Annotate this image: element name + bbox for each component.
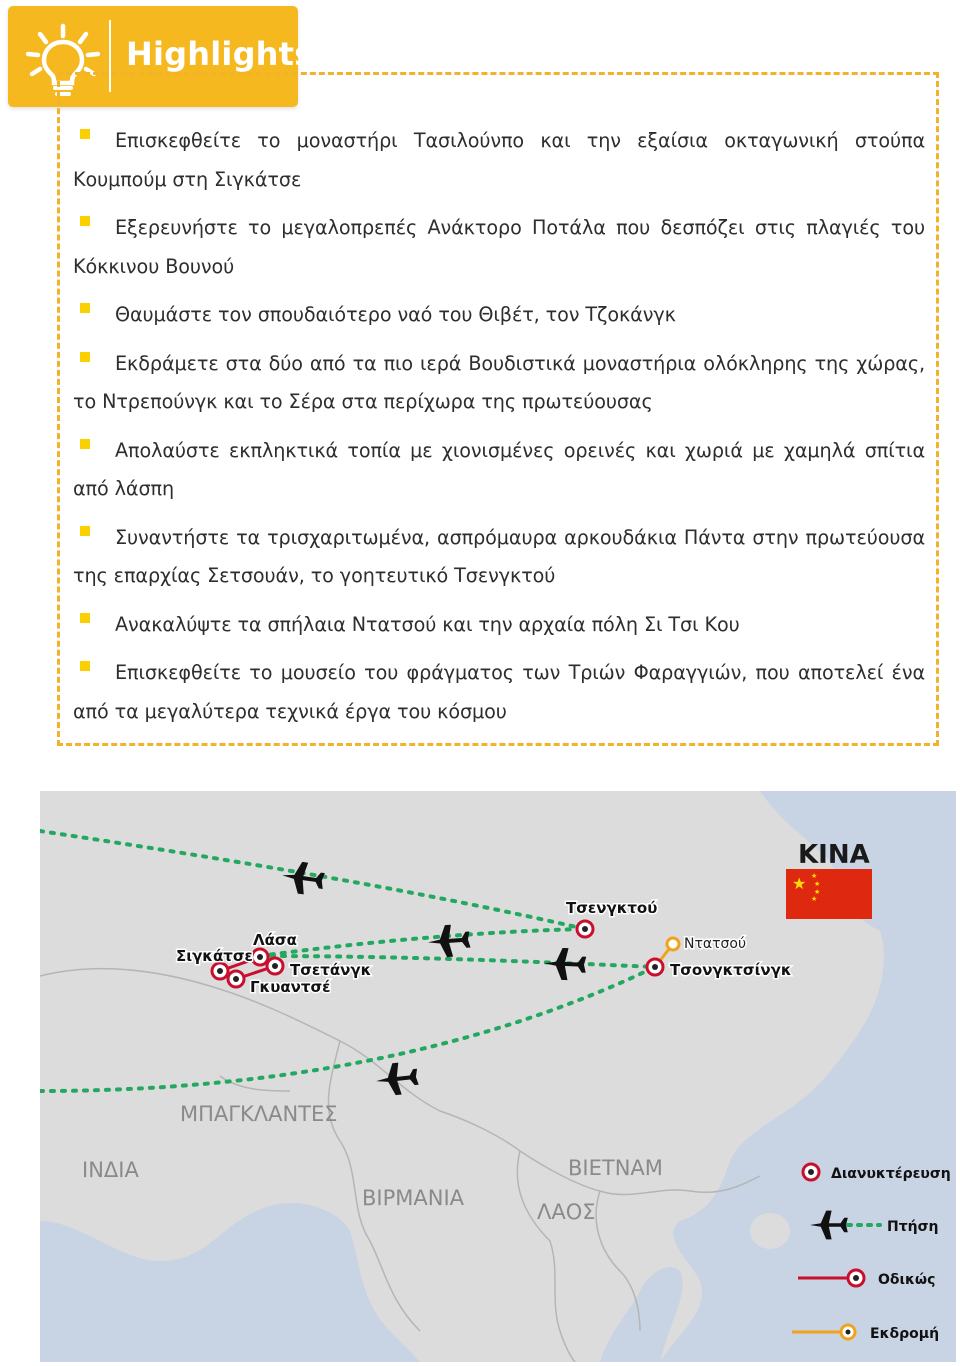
- city-label-chongqing: Τσονγκτσίνγκ: [670, 961, 792, 979]
- city-label-chengdu: Τσενγκτού: [566, 899, 658, 917]
- overnight-stop: [267, 958, 283, 974]
- overnight-stop: [252, 949, 268, 965]
- city-label-gyantse: Γκυαντσέ: [250, 978, 331, 996]
- excursion-stop: [667, 938, 679, 950]
- flag-star-icon: ★: [814, 880, 821, 888]
- country-label-burma: ΒΙΡΜΑΝΙΑ: [362, 1186, 465, 1210]
- legend-road-label: Οδικώς: [878, 1272, 936, 1288]
- highlights-list: [73, 122, 925, 741]
- country-label-laos: ΛΑΟΣ: [537, 1200, 596, 1224]
- highlights-title: Highlights: [126, 35, 314, 73]
- highlight-item: Ανακαλύψτε τα σπήλαια Ντατσού και την αρχαία πόλη Σι Τσι Κου: [73, 606, 925, 645]
- flag-star-icon: ★: [811, 895, 818, 903]
- country-label-vietnam: ΒΙΕΤΝΑΜ: [568, 1156, 663, 1180]
- legend-excursion-dot: [846, 1330, 851, 1335]
- legend-overnight-icon: [803, 1164, 819, 1180]
- overnight-stop: [212, 963, 228, 979]
- highlight-item: Επισκεφθείτε το μουσείο του φράγματος των Τριών Φαραγγιών, που αποτελεί ένα από τα μεγαλύτερα τεχνικά έργα του κόσμου: [73, 654, 925, 731]
- city-label-shigatse: Σιγκάτσε: [176, 947, 253, 965]
- city-label-dazu: Ντατσού: [684, 936, 747, 952]
- overnight-stop: [647, 959, 663, 975]
- legend-excursion-label: Εκδρομή: [870, 1326, 940, 1342]
- highlight-item: Επισκεφθείτε το μοναστήρι Τασιλούνπο και την εξαίσια οκταγωνική στούπα Κουμπούμ στη Σιγκάτσε: [73, 122, 925, 199]
- flag-star-icon: ★: [792, 874, 807, 893]
- overnight-stop: [577, 921, 593, 937]
- flag-star-icon: ★: [814, 888, 821, 896]
- legend-overnight-label: Διανυκτέρευση: [831, 1166, 951, 1182]
- highlight-item: Απολαύστε εκπληκτικά τοπία με χιονισμένες ορεινές και χωριά με χαμηλά σπίτια από λάσπη: [73, 432, 925, 509]
- highlight-item: Εξερευνήστε το μεγαλοπρεπές Ανάκτορο Ποτάλα που δεσπόζει στις πλαγιές του Κόκκινου Βουνού: [73, 209, 925, 286]
- flag-star-icon: ★: [811, 872, 818, 880]
- route-map: [40, 791, 956, 1362]
- country-label-bangladesh: ΜΠΑΓΚΛΑΝΤΕΣ: [180, 1102, 338, 1126]
- legend-flight-label: Πτήση: [887, 1219, 939, 1235]
- highlight-item: Εκδράμετε στα δύο από τα πιο ιερά Βουδιστικά μοναστήρια ολόκληρης της χώρας, το Ντρεπούνγκ και το Σέρα στα περίχωρα της πρωτεύουσας: [73, 345, 925, 422]
- country-label-india: ΙΝΔΙΑ: [82, 1158, 139, 1182]
- city-label-tsetang: Τσετάνγκ: [290, 961, 372, 979]
- island: [750, 1213, 790, 1249]
- highlight-item: Θαυμάστε τον σπουδαιότερο ναό του Θιβέτ, τον Τζοκάνγκ: [73, 296, 925, 335]
- overnight-stop: [228, 971, 244, 987]
- city-label-lhasa: Λάσα: [253, 931, 297, 949]
- legend-road-icon: [848, 1270, 864, 1286]
- country-title: ΚΙΝΑ: [798, 840, 870, 870]
- highlight-item: Συναντήστε τα τρισχαριτωμένα, ασπρόμαυρα αρκουδάκια Πάντα στην πρωτεύουσα της επαρχίας Σετσουάν, το γοητευτικό Τσενγκτού: [73, 519, 925, 596]
